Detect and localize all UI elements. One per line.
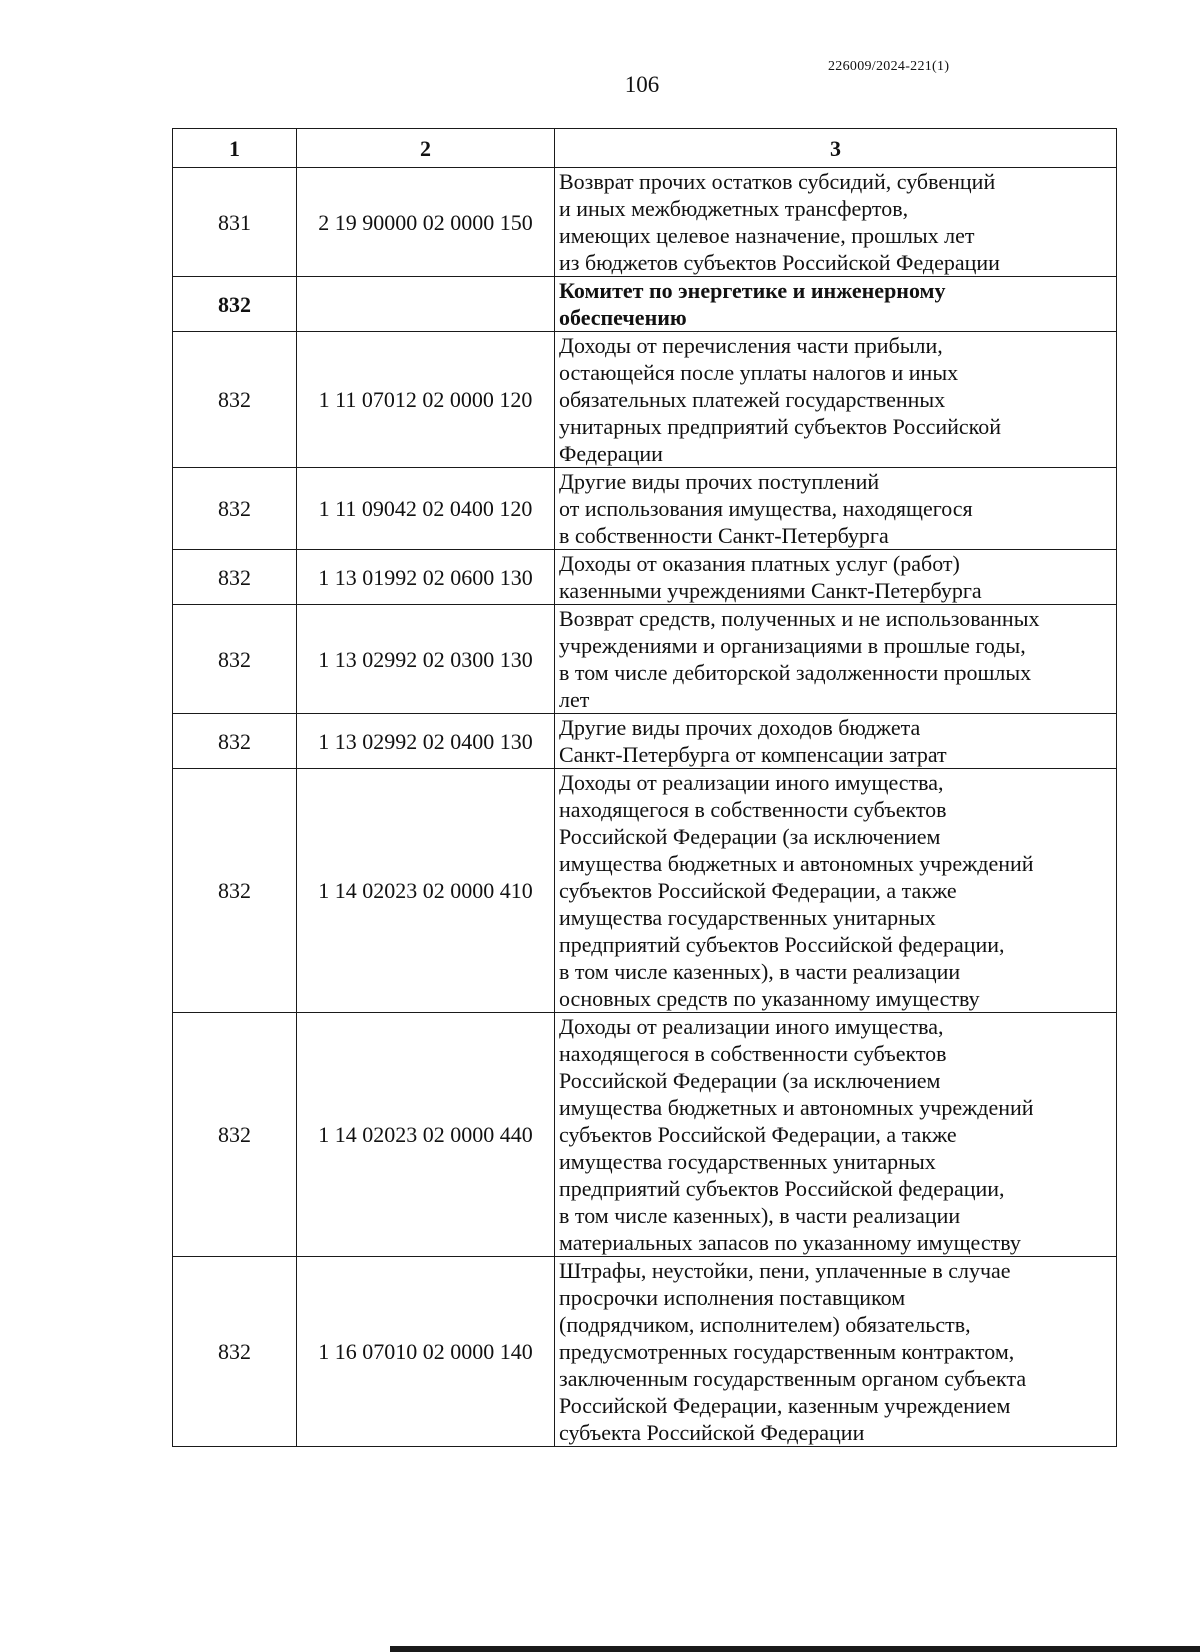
revenue-name-line: Доходы от реализации иного имущества, — [559, 1014, 944, 1039]
cell-admin-code: 832 — [173, 605, 297, 714]
cell-revenue-name — [555, 332, 1117, 468]
cell-admin-code: 832 — [173, 1257, 297, 1447]
revenue-name-line: Федерации — [559, 441, 663, 466]
column-header-3: 3 — [555, 129, 1117, 168]
cell-budget-classification-code: 1 11 07012 02 0000 120 — [297, 332, 555, 468]
cell-budget-classification-code: 1 13 02992 02 0400 130 — [297, 714, 555, 769]
revenue-name-line: остающейся после уплаты налогов и иных — [559, 360, 959, 385]
cell-admin-code: 832 — [173, 277, 297, 332]
revenue-name-line: Российской Федерации (за исключением — [559, 824, 941, 849]
table-row — [173, 769, 1117, 1013]
cell-budget-classification-code: 2 19 90000 02 0000 150 — [297, 168, 555, 277]
table-row — [173, 468, 1117, 550]
page-number: 106 — [624, 72, 660, 97]
revenue-name-line: обязательных платежей государственных — [559, 387, 946, 412]
cell-revenue-name — [555, 550, 1117, 605]
revenue-name-line: имущества бюджетных и автономных учреждений — [559, 1095, 1034, 1120]
revenue-name-line: унитарных предприятий субъектов Российской — [559, 414, 1002, 439]
column-header-1: 1 — [173, 129, 297, 168]
revenue-name-line: находящегося в собственности субъектов — [559, 797, 947, 822]
table-row — [173, 605, 1117, 714]
cell-revenue-name — [555, 769, 1117, 1013]
table-row — [173, 332, 1117, 468]
table-header — [173, 129, 1117, 168]
table-header-row — [173, 129, 1117, 168]
revenue-name-line: и иных межбюджетных трансфертов, — [559, 196, 909, 221]
revenue-name-line: имущества государственных унитарных — [559, 905, 936, 930]
cell-budget-classification-code — [297, 277, 555, 332]
table-row — [173, 1013, 1117, 1257]
cell-budget-classification-code: 1 14 02023 02 0000 410 — [297, 769, 555, 1013]
revenue-name-line: в том числе дебиторской задолженности прошлых — [559, 660, 1032, 685]
cell-revenue-name — [555, 605, 1117, 714]
revenue-name-line: Российской Федерации (за исключением — [559, 1068, 941, 1093]
revenue-name-line: предприятий субъектов Российской федерации, — [559, 932, 1005, 957]
revenue-name-line: Штрафы, неустойки, пени, уплаченные в случае — [559, 1258, 1011, 1283]
revenue-name-line: материальных запасов по указанному имуществу — [559, 1230, 1021, 1255]
revenue-name-line: предусмотренных государственным контрактом, — [559, 1339, 1015, 1364]
cell-revenue-name — [555, 468, 1117, 550]
revenue-name-line: Другие виды прочих доходов бюджета — [559, 715, 921, 740]
revenue-name-line: Комитет по энергетике и инженерному — [559, 278, 946, 303]
revenue-name-line: обеспечению — [559, 305, 687, 330]
cell-admin-code: 832 — [173, 332, 297, 468]
revenue-name-line: субъектов Российской Федерации, а также — [559, 878, 957, 903]
table-row — [173, 277, 1117, 332]
cell-admin-code: 831 — [173, 168, 297, 277]
table-row — [173, 714, 1117, 769]
cell-admin-code: 832 — [173, 714, 297, 769]
revenue-name-line: казенными учреждениями Санкт-Петербурга — [559, 578, 982, 603]
revenue-name-line: Возврат прочих остатков субсидий, субвенций — [559, 169, 996, 194]
table-row — [173, 168, 1117, 277]
cell-budget-classification-code: 1 14 02023 02 0000 440 — [297, 1013, 555, 1257]
revenue-name-line: Доходы от реализации иного имущества, — [559, 770, 944, 795]
cell-admin-code: 832 — [173, 468, 297, 550]
revenue-name-line: Российской Федерации, казенным учреждением — [559, 1393, 1011, 1418]
cell-budget-classification-code: 1 16 07010 02 0000 140 — [297, 1257, 555, 1447]
cell-budget-classification-code: 1 13 01992 02 0600 130 — [297, 550, 555, 605]
revenue-name-line: просрочки исполнения поставщиком — [559, 1285, 906, 1310]
revenue-name-line: Доходы от перечисления части прибыли, — [559, 333, 943, 358]
revenue-name-line: предприятий субъектов Российской федерации, — [559, 1176, 1005, 1201]
revenue-name-line: Санкт-Петербурга от компенсации затрат — [559, 742, 947, 767]
revenue-name-line: заключенным государственным органом субъекта — [559, 1366, 1027, 1391]
revenue-name-line: имущества бюджетных и автономных учреждений — [559, 851, 1034, 876]
budget-revenue-table — [172, 128, 1117, 1447]
revenue-name-line: (подрядчиком, исполнителем) обязательств, — [559, 1312, 971, 1337]
revenue-name-line: в том числе казенных), в части реализации — [559, 1203, 961, 1228]
revenue-name-line: Доходы от оказания платных услуг (работ) — [559, 551, 960, 576]
cell-budget-classification-code: 1 13 02992 02 0300 130 — [297, 605, 555, 714]
cell-revenue-name — [555, 1013, 1117, 1257]
revenue-name-line: субъектов Российской Федерации, а также — [559, 1122, 957, 1147]
revenue-name-line: Возврат средств, полученных и не использованных — [559, 606, 1040, 631]
revenue-name-line: лет — [559, 687, 590, 712]
revenue-name-line: основных средств по указанному имуществу — [559, 986, 980, 1011]
document-registration-code: 226009/2024-221(1) — [828, 59, 950, 74]
revenue-name-line: от использования имущества, находящегося — [559, 496, 973, 521]
scan-bottom-edge — [390, 1646, 1200, 1652]
table-body — [173, 168, 1117, 1447]
revenue-name-line: имеющих целевое назначение, прошлых лет — [559, 223, 975, 248]
table-row — [173, 1257, 1117, 1447]
cell-revenue-name — [555, 277, 1117, 332]
revenue-name-line: находящегося в собственности субъектов — [559, 1041, 947, 1066]
revenue-name-line: в том числе казенных), в части реализации — [559, 959, 961, 984]
cell-admin-code: 832 — [173, 769, 297, 1013]
revenue-name-line: субъекта Российской Федерации — [559, 1420, 865, 1445]
revenue-name-line: имущества государственных унитарных — [559, 1149, 936, 1174]
revenue-name-line: в собственности Санкт-Петербурга — [559, 523, 889, 548]
cell-admin-code: 832 — [173, 550, 297, 605]
column-header-2: 2 — [297, 129, 555, 168]
cell-revenue-name — [555, 168, 1117, 277]
revenue-name-line: из бюджетов субъектов Российской Федерации — [559, 250, 1000, 275]
cell-admin-code: 832 — [173, 1013, 297, 1257]
cell-revenue-name — [555, 714, 1117, 769]
cell-revenue-name — [555, 1257, 1117, 1447]
table-row — [173, 550, 1117, 605]
revenue-name-line: Другие виды прочих поступлений — [559, 469, 880, 494]
revenue-name-line: учреждениями и организациями в прошлые годы, — [559, 633, 1026, 658]
cell-budget-classification-code: 1 11 09042 02 0400 120 — [297, 468, 555, 550]
